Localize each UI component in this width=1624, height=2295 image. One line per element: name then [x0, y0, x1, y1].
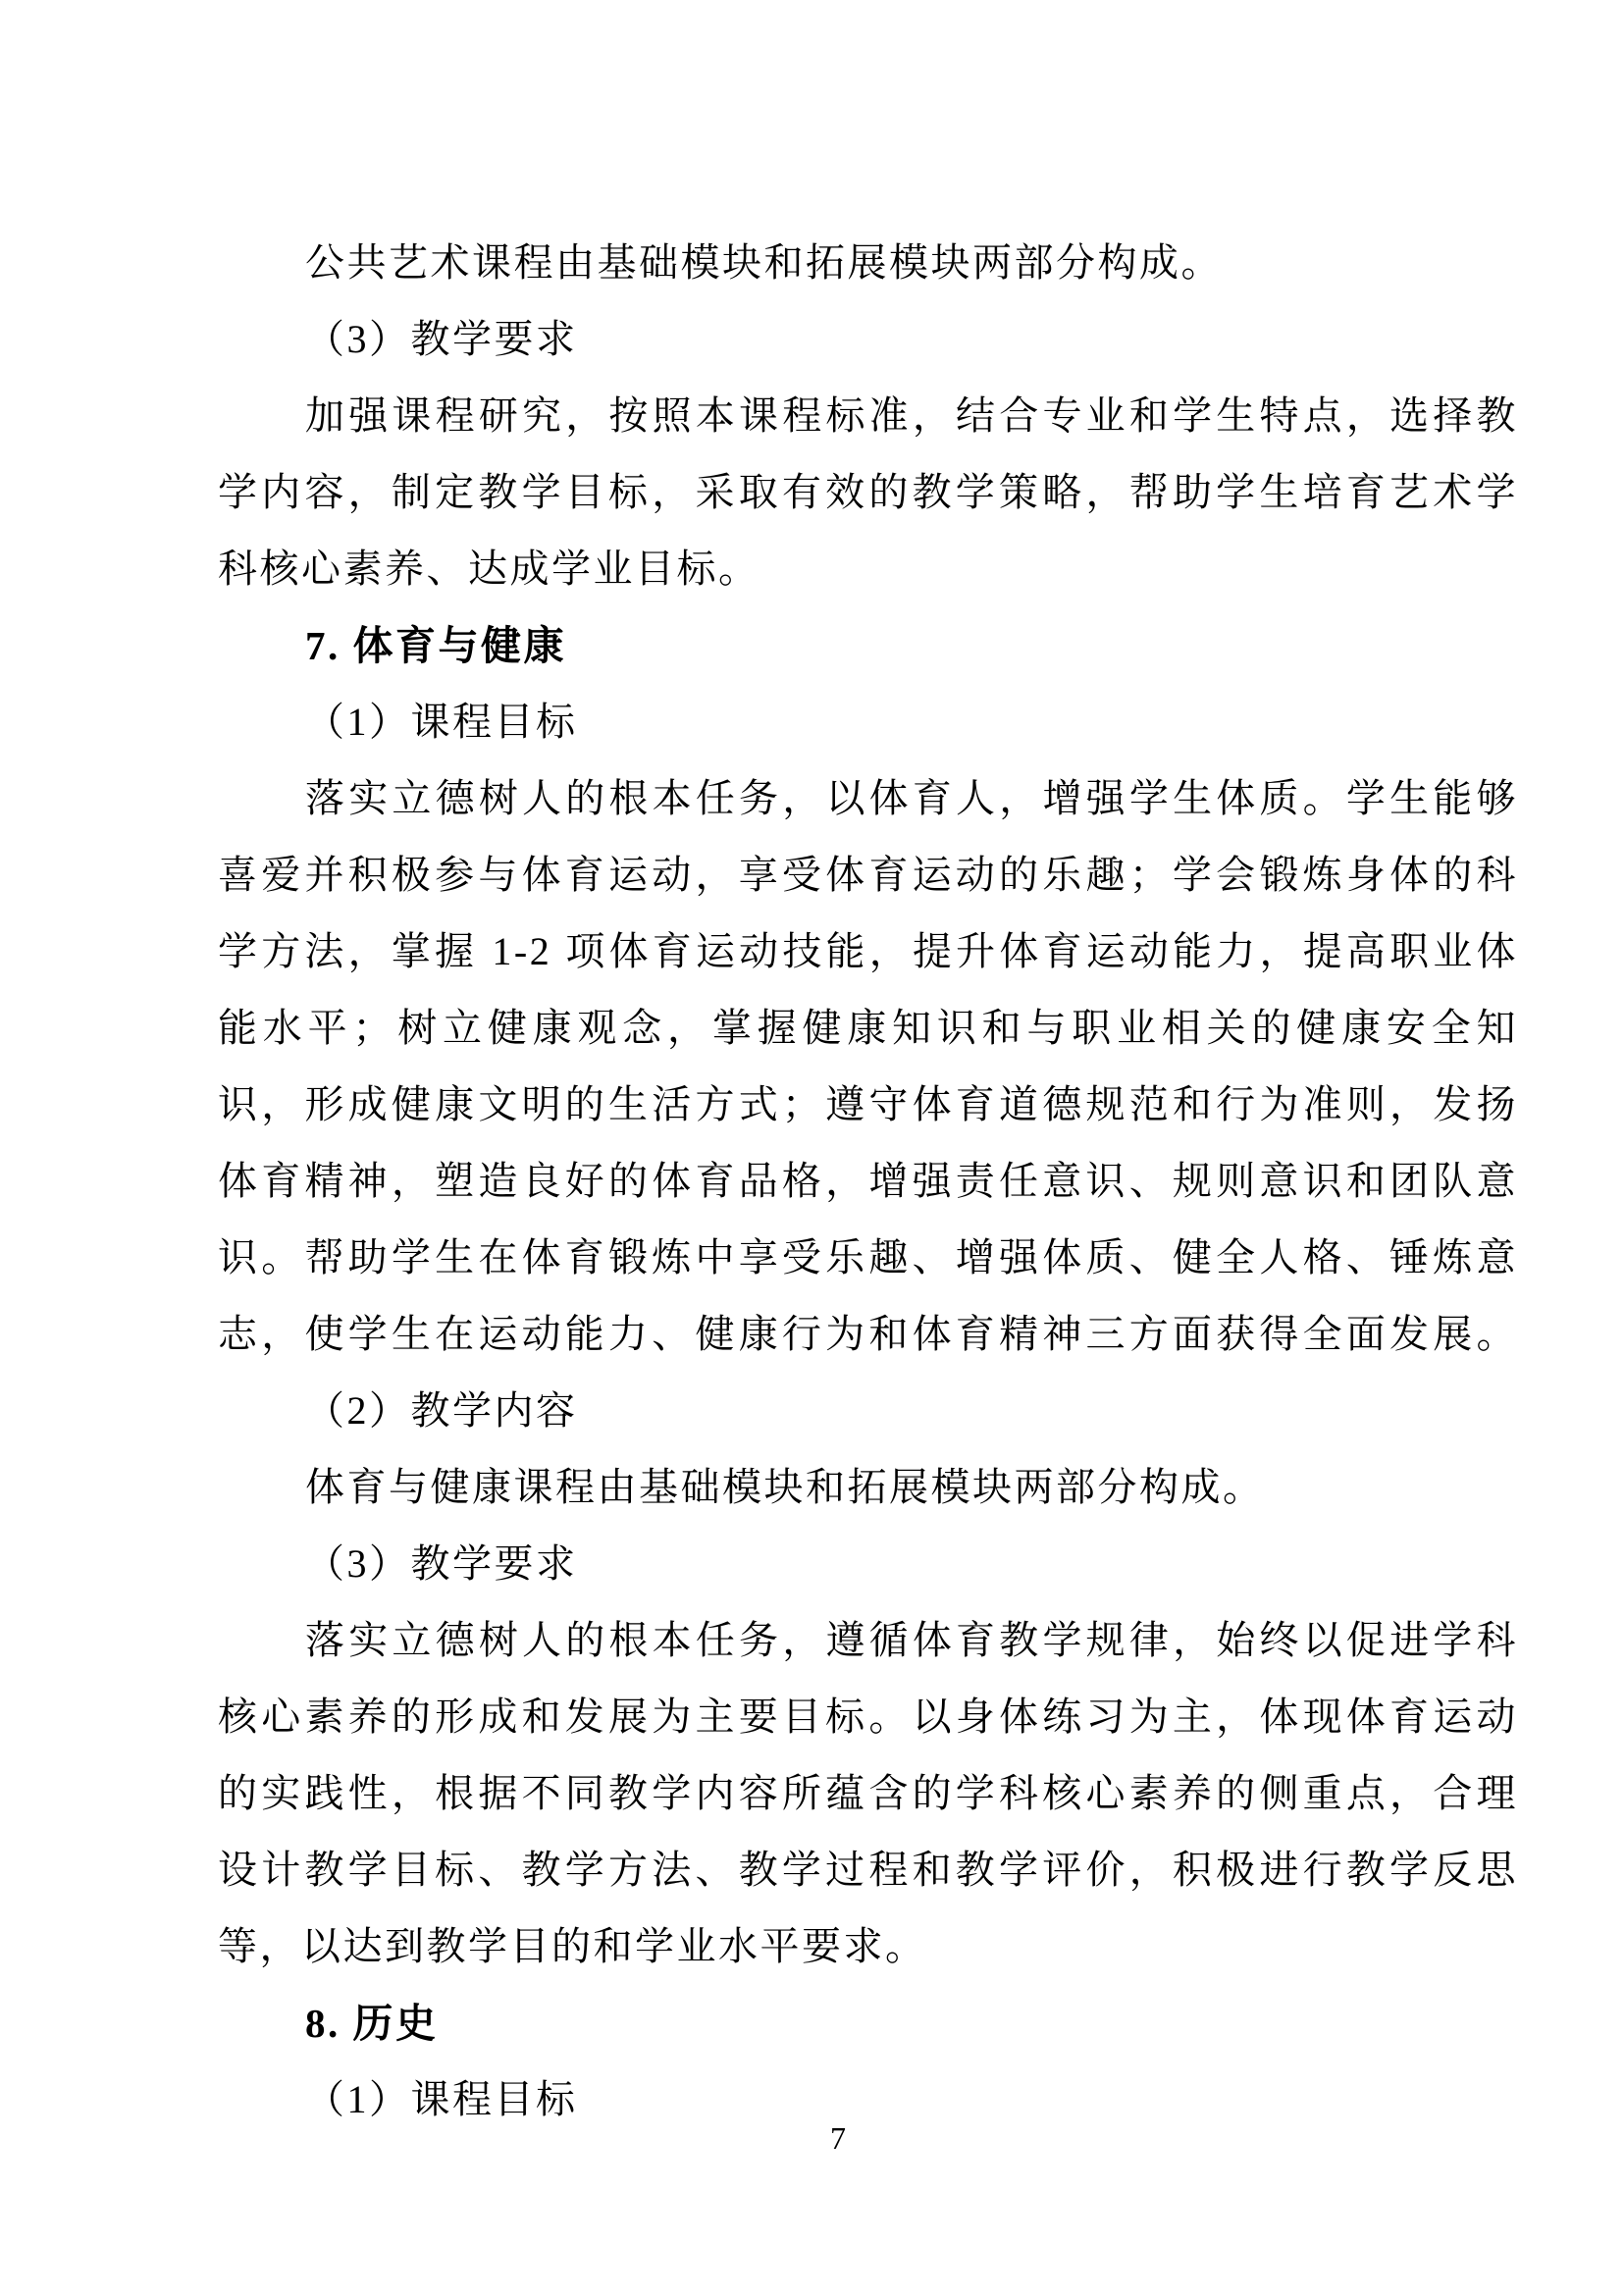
document-text-column — [218, 225, 1518, 2138]
text-line: 落实立德树人的根本任务，以体育人，增强学生体质。学生能够 — [305, 776, 1518, 820]
text-line: （3）教学要求 — [305, 1541, 578, 1586]
text-line: （3）教学要求 — [305, 317, 578, 361]
text-line: 学内容，制定教学目标，采取有效的教学策略，帮助学生培育艺术学 — [218, 470, 1518, 514]
text-line: 公共艺术课程由基础模块和拓展模块两部分构成。 — [305, 240, 1223, 285]
text-line: 志，使学生在运动能力、健康行为和体育精神三方面获得全面发展。 — [218, 1312, 1518, 1356]
text-line: 加强课程研究，按照本课程标准，结合专业和学生特点，选择教 — [305, 393, 1518, 438]
text-line: 体育与健康课程由基础模块和拓展模块两部分构成。 — [305, 1465, 1265, 1509]
text-line: 等，以达到教学目的和学业水平要求。 — [218, 1924, 927, 1968]
text-line: 科核心素养、达成学业目标。 — [218, 547, 760, 591]
page-number: 7 — [830, 2120, 846, 2156]
text-line: 的实践性，根据不同教学内容所蕴含的学科核心素养的侧重点，合理 — [218, 1771, 1518, 1815]
text-line: 识，形成健康文明的生活方式；遵守体育道德规范和行为准则，发扬 — [218, 1082, 1518, 1126]
text-line: 学方法，掌握 1-2 项体育运动技能，提升体育运动能力，提高职业体 — [218, 929, 1518, 973]
text-line: 核心素养的形成和发展为主要目标。以身体练习为主，体现体育运动 — [218, 1695, 1518, 1739]
text-line: （2）教学内容 — [305, 1388, 578, 1433]
text-line: 落实立德树人的根本任务，遵循体育教学规律，始终以促进学科 — [305, 1618, 1518, 1662]
text-line: 能水平；树立健康观念，掌握健康知识和与职业相关的健康安全知 — [218, 1006, 1518, 1050]
section-heading: 7. 体育与健康 — [305, 623, 566, 668]
text-line: 设计教学目标、教学方法、教学过程和教学评价，积极进行教学反思 — [218, 1848, 1518, 1892]
text-line: 体育精神，塑造良好的体育品格，增强责任意识、规则意识和团队意 — [218, 1159, 1518, 1203]
text-line: 喜爱并积极参与体育运动，享受体育运动的乐趣；学会锻炼身体的科 — [218, 853, 1518, 897]
section-heading: 8. 历史 — [305, 2001, 439, 2046]
text-line: （1）课程目标 — [305, 2077, 578, 2121]
text-line: （1）课程目标 — [305, 700, 578, 744]
text-line: 识。帮助学生在体育锻炼中享受乐趣、增强体质、健全人格、锤炼意 — [218, 1235, 1518, 1279]
